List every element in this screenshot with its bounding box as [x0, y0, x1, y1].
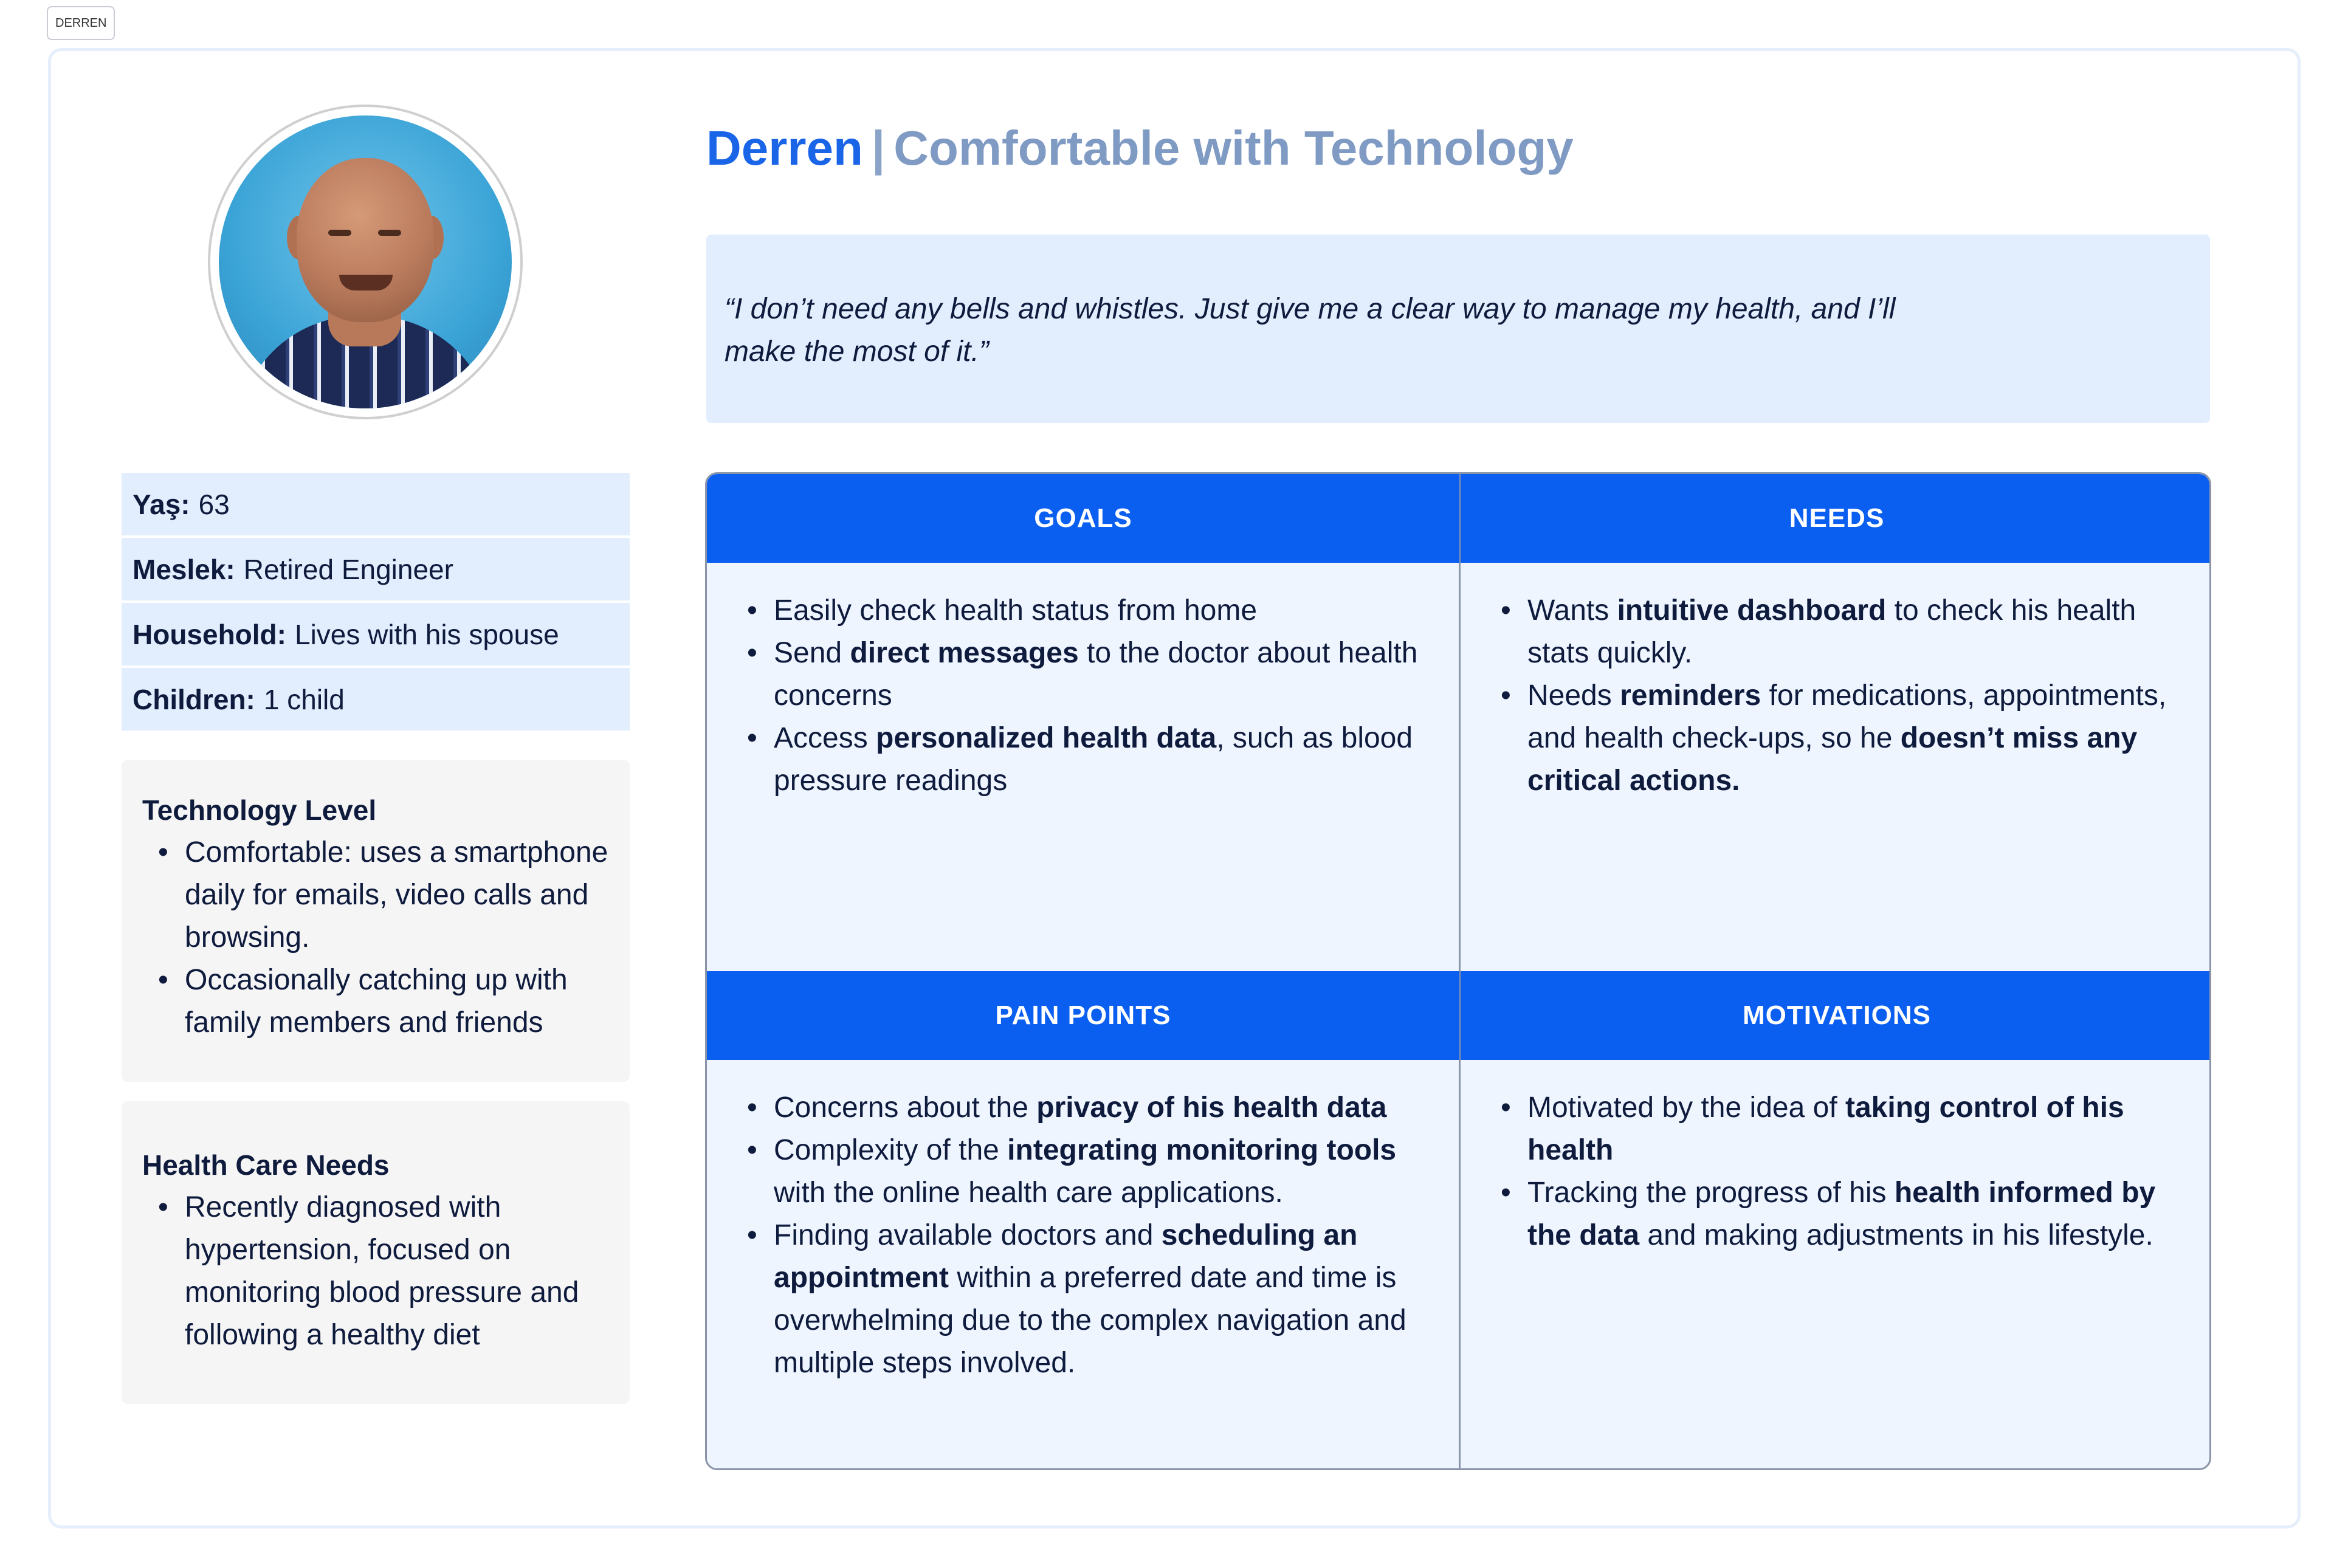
item-text: to check his health stats quickly.	[1527, 594, 2136, 669]
avatar-head	[297, 158, 434, 322]
needs-list	[1461, 563, 2211, 802]
item-text: Needs	[1527, 679, 1620, 712]
info-key: Meslek:	[133, 553, 235, 585]
goals-list	[707, 563, 1459, 802]
item-text: Finding available doctors and	[774, 1219, 1162, 1251]
emphasis-text: integrating monitoring tools	[1007, 1134, 1397, 1166]
avatar-eye	[378, 230, 401, 236]
health-care-needs-title: Health Care Needs	[142, 1149, 390, 1181]
list-item	[747, 632, 1435, 717]
emphasis-text: privacy of his health data	[1036, 1092, 1387, 1124]
avatar	[208, 105, 523, 419]
goals-header: GOALS	[707, 474, 1459, 563]
emphasis-text: health informed by the data	[1527, 1177, 2156, 1251]
item-text: Tracking the progress of his	[1527, 1177, 1895, 1209]
list-item	[747, 1129, 1435, 1214]
needs-section	[1461, 474, 2211, 971]
pain-points-section	[707, 971, 1459, 1470]
goals-section	[707, 474, 1459, 971]
list-item	[747, 1214, 1435, 1384]
item-text: Complexity of the	[774, 1134, 1008, 1166]
info-value: Lives with his spouse	[294, 618, 559, 650]
health-care-needs-list	[142, 1186, 611, 1357]
list-item: • Recently diagnosed with hypertension, focused on monitoring blood pressure and following a healthy diet	[142, 1186, 611, 1357]
page-title	[706, 120, 1574, 176]
avatar-photo	[219, 115, 512, 408]
list-item	[1501, 1087, 2189, 1172]
emphasis-text: scheduling an appointment	[774, 1219, 1358, 1294]
emphasis-text: taking control of his health	[1527, 1092, 2124, 1166]
avatar-eye	[328, 230, 351, 236]
title-separator: |	[871, 121, 886, 175]
list-item	[747, 1087, 1435, 1129]
technology-level-title: Technology Level	[142, 794, 377, 826]
info-row-occupation	[122, 538, 630, 600]
motivations-section	[1461, 971, 2211, 1470]
info-row-children	[122, 668, 630, 731]
emphasis-text: personalized health data	[876, 722, 1217, 754]
item-text: and making adjustments in his lifestyle.	[1639, 1219, 2153, 1251]
motivations-header: MOTIVATIONS	[1461, 971, 2211, 1060]
persona-quote: “I don’t need any bells and whistles. Just give me a clear way to manage my health, and I’ll make the most of it.”	[725, 293, 1896, 368]
list-item: • Occasionally catching up with family members and friends	[142, 959, 611, 1044]
needs-header: NEEDS	[1461, 474, 2211, 563]
health-care-needs-card	[122, 1101, 630, 1404]
motivations-list	[1461, 1060, 2211, 1257]
item-text: Concerns about the	[774, 1092, 1037, 1124]
item-text: to the doctor about health concerns	[774, 637, 1418, 712]
technology-level-card	[122, 760, 630, 1082]
info-value: Retired Engineer	[243, 553, 453, 585]
list-item	[1501, 590, 2189, 675]
list-item	[747, 717, 1435, 802]
persona-name: Derren	[706, 121, 863, 175]
info-key: Children:	[133, 683, 255, 715]
info-value: 63	[198, 488, 230, 520]
emphasis-text: doesn’t miss any critical actions.	[1527, 722, 2138, 797]
item-text: with the online health care applications.	[774, 1177, 1283, 1209]
technology-level-list	[142, 831, 611, 1044]
list-item	[1501, 675, 2189, 802]
info-value: 1 child	[263, 683, 345, 715]
info-row-household	[122, 603, 630, 665]
info-key: Yaş:	[133, 488, 190, 520]
list-item	[747, 590, 1435, 632]
item-text: Motivated by the idea of	[1527, 1092, 1845, 1124]
avatar-smile	[339, 275, 393, 291]
frame-label[interactable]: DERREN	[47, 6, 115, 40]
pain-points-list	[707, 1060, 1459, 1384]
persona-grid	[705, 472, 2211, 1470]
item-text: within a preferred date and time is overwhelming due to the complex navigation and multiple steps involved.	[774, 1262, 1406, 1379]
item-text: , such as blood pressure readings	[774, 722, 1413, 797]
persona-info-table	[122, 473, 630, 733]
item-text: for medications, appointments, and health check-ups, so he	[1527, 679, 2167, 754]
item-text: Send	[774, 637, 850, 669]
pain-points-header: PAIN POINTS	[707, 971, 1459, 1060]
list-item	[1501, 1172, 2189, 1257]
item-text: Easily check health status from home	[774, 594, 1258, 627]
item-text: Wants	[1527, 594, 1617, 627]
list-item: • Comfortable: uses a smartphone daily for emails, video calls and browsing.	[142, 831, 611, 959]
info-key: Household:	[133, 618, 286, 650]
persona-subtitle: Comfortable with Technology	[893, 121, 1574, 175]
emphasis-text: reminders	[1620, 679, 1761, 712]
info-row-age	[122, 473, 630, 535]
emphasis-text: intuitive dashboard	[1617, 594, 1887, 627]
item-text: Access	[774, 722, 876, 754]
emphasis-text: direct messages	[850, 637, 1079, 669]
persona-quote-box	[706, 235, 2210, 423]
